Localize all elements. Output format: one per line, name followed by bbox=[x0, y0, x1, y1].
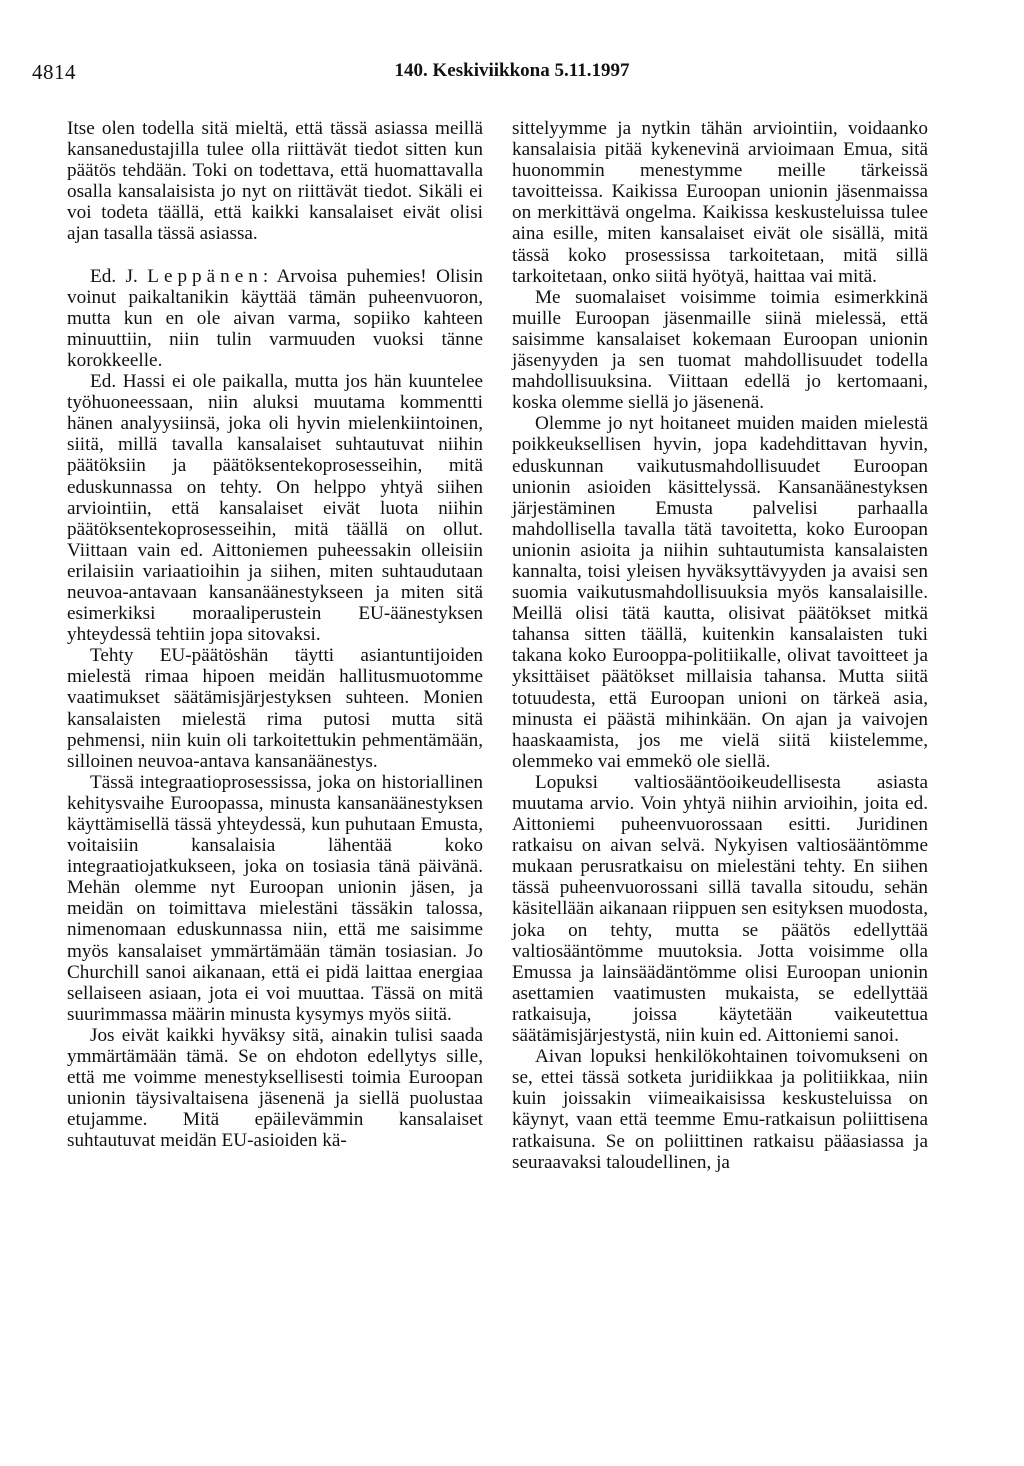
paragraph: Lopuksi valtiosääntöoikeudellisesta asiasta muutama arvio. Voin yhtyä niihin arvioihin, joita ed. Aittoniemi puheenvuorossaan esitti. Juridinen ratkaisu on aivan selvä. Nykyisen valtiosääntömme mukaan perusratkaisu on mielestäni tehty. En siihen tässä puheenvuorossani sillä tavalla sitoudu, sehän käsitellään aikanaan riippuen sen esityksen muodosta, joka on tehty, mutta se päätös edellyttää valtiosääntömme muutoksia. Jotta voisimme olla Emussa ja lainsäädäntömme olisi Euroopan unionin asettamien vaatimusten mukaista, se edellyttää ratkaisuja, joissa käytetään vaikeutettua säätämisjärjestystä, niin kuin ed. Aittoniemi sanoi. bbox=[512, 771, 928, 1047]
right-column bbox=[512, 118, 928, 1173]
paragraph: Tehty EU-päätöshän täytti asiantuntijoiden mielestä rimaa hipoen meidän hallitusmuotomme vaatimukset säätämisjärjestyksen suhteen. Monien kansalaisten mielestä rima putosi mutta sitä pehmensi, niin kuin oli tarkoitettukin pehmentämään, silloinen neuvoa-antava kansanäänestys. bbox=[67, 645, 483, 772]
paragraph: Olemme jo nyt hoitaneet muiden maiden mielestä poikkeuksellisen hyvin, jopa kadehdittavan hyvin, eduskunnan vaikutusmahdollisuudet Euroopan unionin asioiden käsittelyssä. Kansanäänestyksen järjestäminen Emusta palvelisi parhaalla mahdollisella tavalla tätä tavoitetta, koko Euroopan unionin asioita ja niihin suhtautumista kansalaisten kannalta, toisi yleisen hyväksyttävyyden ja avaisi sen suomia vaikutusmahdollisuuksia myös kansalaisille. Meillä olisi tätä kautta, olisivat päätökset mitkä tahansa sitten täällä, kuitenkin kansalaisten tuki takana koko Eurooppa-politiikalle, olivat tavoitteet ja yksittäiset päätökset millaisia tahansa. Mutta siitä totuudesta, että Euroopan unioni on tärkeä asia, minusta ei päästä mihinkään. On ajan ja vaivojen haaskaamista, jos me vielä siitä kiistelemme, olemmeko vai emmekö ole siellä. bbox=[512, 413, 928, 772]
speaker-name: Leppänen bbox=[147, 265, 263, 287]
paragraph: sittelyymme ja nytkin tähän arviointiin, voidaanko kansalaisia pitää kykenevinä arvioimaan Emua, sitä huonommin menestymme meille tärkeissä tavoitteissa. Kaikissa Euroopan unionin jäsenmaissa on merkittävä ongelma. Kaikissa keskusteluissa tulee aina esille, miten kansalaiset eivät ole sisällä, mitä tässä koko prosessissa tarkoitetaan, mitä sillä tarkoitetaan, onko siitä hyötyä, haittaa vai mitä. bbox=[512, 118, 928, 287]
paragraph: Me suomalaiset voisimme toimia esimerkkinä muille Euroopan jäsenmaille siinä mielessä, että saisimme kansalaiset kokemaan Euroopan unionin jäsenyyden ja sen tuomat mahdollisuudet todella mahdollisuuksina. Viittaan edellä jo kertomaani, koska olemme siellä jo jäsenenä. bbox=[512, 286, 928, 414]
paragraph: Itse olen todella sitä mieltä, että tässä asiassa meillä kansanedustajilla tulee olla riittävät tiedot sitten kun päätös tehdään. Toki on todettava, että huomattavalla osalla kansalaisista jo nyt on riittävät tiedot. Sikäli ei voi todeta täällä, että kaikki kansalaiset eivät olisi ajan tasalla tässä asiassa. bbox=[67, 118, 483, 245]
speaker-paragraph bbox=[67, 266, 483, 371]
paragraph: Ed. Hassi ei ole paikalla, mutta jos hän kuuntelee työhuoneessaan, niin aluksi muutama kommentti hänen analyysiinsä, joka oli hyvin mielenkiintoinen, siitä, millä tavalla kansalaiset suhtautuvat niihin päätöksiin ja päätöksentekoprosesseihin, mitä eduskunnassa on tehty. On helppo yhtyä siihen arviointiin, että kansalaiset eivät luota niihin päätöksentekoprosesseihin, mitä täällä on ollut. Viittaan vain ed. Aittoniemen puheessakin olleisiin erilaisiin variaatioihin ja siihen, miten suhtaudutaan neuvoa-antavaan kansanäänestykseen ja miten sitä esimerkiksi moraaliperustein EU-äänestyksen yhteydessä tehtiin jopa sitovaksi. bbox=[67, 371, 483, 646]
page-number: 4814 bbox=[32, 60, 76, 84]
running-head: 140. Keskiviikkona 5.11.1997 bbox=[394, 60, 630, 81]
paragraph: Jos eivät kaikki hyväksy sitä, ainakin tulisi saada ymmärtämään tämä. Se on ehdoton edellytys sille, että me voimme menestyksellisesti toimia Euroopan unionin täysivaltaisena jäsenenä ja siellä puolustaa etujamme. Mitä epäilevämmin kansalaiset suhtautuvat meidän EU-asioiden kä- bbox=[67, 1024, 483, 1152]
speaker-prefix: Ed. J. bbox=[90, 265, 138, 287]
left-column bbox=[67, 118, 483, 1152]
speech-opening: : Arvoisa puhemies! Olisin voinut paikaltanikin käyttää tämän puheenvuoron, mutta kun en ole aivan varma, sopiiko kahteen minuuttiin, niin tulin varmuuden vuoksi tänne korokkeelle. bbox=[67, 265, 483, 371]
paragraph: Tässä integraatioprosessissa, joka on historiallinen kehitysvaihe Euroopassa, minusta kansanäänestyksen käyttämisellä tässä yhteydessä, kun puhutaan Emusta, voitaisiin kansalaisia lähentää koko integraatiojatkukseen, joka on tosiasia tänä päivänä. Mehän olemme nyt Euroopan unionin jäsen, ja meidän on toimittava mielestäni tässäkin talossa, nimenomaan eduskunnassa niin, että me saisimme myös kansalaiset ymmärtämään tämän tosiasian. Jo Churchill sanoi aikanaan, että ei pidä laittaa energiaa sellaiseen asiaan, jota ei voi muuttaa. Tässä on mitä suurimmassa määrin minusta kysymys myös siitä. bbox=[67, 771, 483, 1025]
paragraph: Aivan lopuksi henkilökohtainen toivomukseni on se, ettei tässä sotketa juridiikkaa ja politiikkaa, niin kuin joissakin viimeaikaisissa keskusteluissa on käynyt, vaan että teemme Emu-ratkaisun poliittisena ratkaisuna. Se on poliittinen ratkaisu pääasiassa ja seuraavaksi taloudellinen, ja bbox=[512, 1046, 928, 1173]
